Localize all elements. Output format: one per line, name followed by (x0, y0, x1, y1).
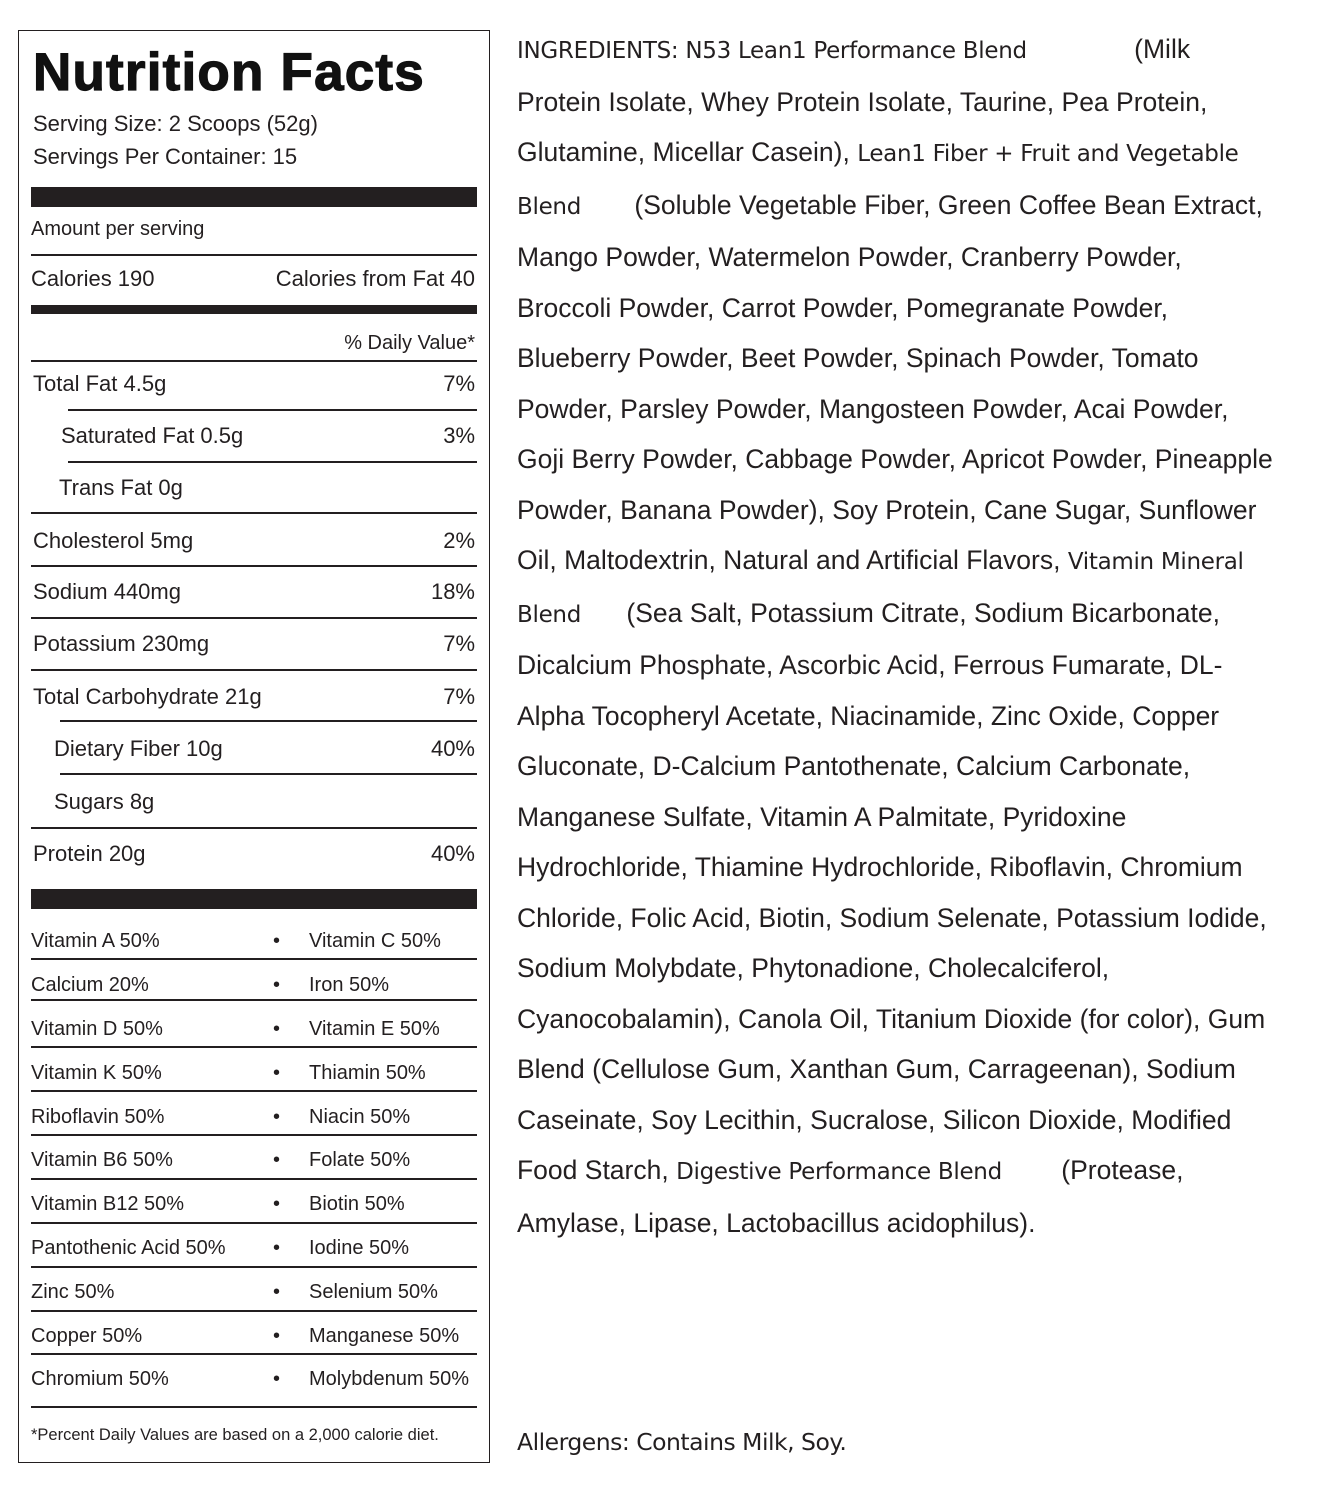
fiber-blend-name: Lean1 Fiber + Fruit and Vegetable Blend (517, 141, 1239, 220)
bullet-icon: • (273, 1018, 281, 1040)
divider (31, 958, 477, 960)
divider (60, 720, 477, 722)
nutrient-label: Total Carbohydrate 21g (33, 684, 262, 709)
nutrient-label: Sugars 8g (54, 789, 155, 814)
nutrient-dv: 40% (430, 841, 475, 866)
bullet-icon: • (273, 1106, 281, 1128)
amount-per-serving: Amount per serving (31, 218, 205, 240)
thick-divider (31, 889, 477, 909)
daily-value-header: % Daily Value* (344, 332, 475, 354)
divider (31, 1222, 477, 1224)
divider (31, 1178, 477, 1180)
allergens-statement: Allergens: Contains Milk, Soy. (517, 1428, 847, 1456)
bullet-icon: • (273, 1368, 281, 1390)
nutrient-label: Trans Fat 0g (59, 475, 183, 500)
vitamin-right: Folate 50% (309, 1149, 411, 1171)
vitamin-left: Chromium 50% (31, 1368, 169, 1390)
calories: Calories 190 (31, 266, 155, 291)
bullet-icon: • (273, 930, 281, 952)
nutrient-dv: 7% (443, 371, 475, 396)
vitamin-left: Riboflavin 50% (31, 1106, 165, 1128)
bullet-icon: • (273, 1281, 281, 1303)
vitamin-left: Vitamin A 50% (31, 930, 160, 952)
divider (31, 254, 477, 256)
nutrient-label: Total Fat 4.5g (33, 371, 167, 396)
divider (31, 1090, 477, 1092)
bullet-icon: • (273, 1149, 281, 1171)
vitamin-right: Vitamin E 50% (309, 1018, 440, 1040)
thick-divider (31, 187, 477, 207)
nutrient-label: Potassium 230mg (33, 631, 210, 656)
vitamin-left: Zinc 50% (31, 1281, 115, 1303)
vitamin-right: Thiamin 50% (309, 1062, 426, 1084)
nutrient-dv: 18% (430, 579, 475, 604)
nutrition-facts-panel (18, 30, 490, 1463)
serving-size: Serving Size: 2 Scoops (52g) (33, 111, 318, 136)
nutrient-label: Saturated Fat 0.5g (61, 423, 244, 448)
nutrient-dv: 40% (430, 736, 475, 761)
nutrient-label: Dietary Fiber 10g (54, 736, 223, 761)
ingredients-list (517, 24, 1277, 1248)
divider (31, 1310, 477, 1312)
bullet-icon: • (273, 1193, 281, 1215)
nutrient-label: Sodium 440mg (33, 579, 181, 604)
vitamin-left: Vitamin B6 50% (31, 1149, 173, 1171)
digestive-blend-name: Digestive Performance Blend (676, 1159, 1002, 1185)
vitamin-right: Molybdenum 50% (309, 1368, 470, 1390)
divider (31, 1266, 477, 1268)
vitamin-right: Selenium 50% (309, 1281, 438, 1303)
medium-divider (31, 305, 477, 314)
divider (31, 565, 477, 567)
vitamin-left: Vitamin K 50% (31, 1062, 162, 1084)
vitamin-right: Manganese 50% (309, 1325, 460, 1347)
bullet-icon: • (273, 974, 281, 996)
divider (31, 617, 477, 619)
vitamin-left: Calcium 20% (31, 974, 149, 996)
vitamin-right: Biotin 50% (309, 1193, 405, 1215)
divider (31, 827, 477, 829)
nutrition-facts-title: Nutrition Facts (33, 43, 425, 102)
vitamin-left: Pantothenic Acid 50% (31, 1237, 226, 1259)
bullet-icon: • (273, 1325, 281, 1347)
servings-per-container: Servings Per Container: 15 (33, 144, 298, 169)
nutrient-dv: 7% (443, 684, 475, 709)
digestive-blend-contents: (Protease, Amylase, Lipase, Lactobacillus acidophilus). (517, 1155, 1184, 1238)
vitamin-left: Vitamin B12 50% (31, 1193, 185, 1215)
vitamin-blend-name: Vitamin Mineral Blend (517, 549, 1244, 628)
nutrient-label: Cholesterol 5mg (33, 528, 194, 553)
vitamin-left: Vitamin D 50% (31, 1018, 163, 1040)
vitamin-blend-contents: (Sea Salt, Potassium Citrate, Sodium Bicarbonate, Dicalcium Phosphate, Ascorbic Acid, Ferrous Fumarate, DL-Alpha Tocopheryl Acetate, Niacinamide, Zinc Oxide, Copper Gluconate, D-Calcium Pantothenate, Calcium Carbonate, Manganese Sulfate, Vitamin A Palmitate, Pyridoxine Hydrochloride, Thiamine Hydrochloride, Riboflavin, Chromium Chloride, Folic Acid, Biotin, Sodium Selenate, Potassium Iodide, Sodium Molybdate, Phytonadione, Cholecalciferol, Cyanocobalamin), Canola Oil, Titanium Dioxide (for color), Gum Blend (Cellulose Gum, Xanthan Gum, Carrageenan), Sodium Caseinate, Soy Lecithin, Sucralose, Silicon Dioxide, Modified Food Starch, (517, 597, 1267, 1185)
vitamin-right: Iron 50% (309, 974, 390, 996)
nutrient-dv: 2% (443, 528, 475, 553)
performance-blend-contents: (Milk Protein Isolate, Whey Protein Isolate, Taurine, Pea Protein, Glutamine, Micellar Casein), (517, 34, 1208, 167)
vitamin-left: Copper 50% (31, 1325, 143, 1347)
divider (68, 409, 477, 411)
vitamin-right: Iodine 50% (309, 1237, 410, 1259)
nutrient-dv: 7% (443, 631, 475, 656)
divider (31, 360, 477, 362)
fiber-blend-contents: (Soluble Vegetable Fiber, Green Coffee Bean Extract, Mango Powder, Watermelon Powder, Cranberry Powder, Broccoli Powder, Carrot Powder, Pomegranate Powder, Blueberry Powder, Beet Powder, Spinach Powder, Tomato Powder, Parsley Powder, Mangosteen Powder, Acai Powder, Goji Berry Powder, Cabbage Powder, Apricot Powder, Pineapple Powder, Banana Powder), Soy Protein, Cane Sugar, Sunflower Oil, Maltodextrin, Natural and Artificial Flavors, (517, 189, 1273, 575)
divider (31, 999, 477, 1001)
nutrient-label: Protein 20g (33, 841, 146, 866)
divider (31, 669, 477, 671)
divider (31, 1046, 477, 1048)
ingredients-prefix: INGREDIENTS: N53 Lean1 Performance Blend (517, 38, 1027, 64)
vitamin-right: Vitamin C 50% (309, 930, 441, 952)
bullet-icon: • (273, 1062, 281, 1084)
divider (31, 1353, 477, 1355)
divider (68, 461, 477, 463)
divider (31, 1406, 477, 1408)
divider (31, 1134, 477, 1136)
daily-value-footnote: *Percent Daily Values are based on a 2,000 calorie diet. (31, 1426, 439, 1444)
divider (60, 773, 477, 775)
bullet-icon: • (273, 1237, 281, 1259)
divider (31, 512, 477, 514)
calories-from-fat: Calories from Fat 40 (275, 266, 475, 291)
nutrient-dv: 3% (443, 423, 475, 448)
vitamin-right: Niacin 50% (309, 1106, 411, 1128)
